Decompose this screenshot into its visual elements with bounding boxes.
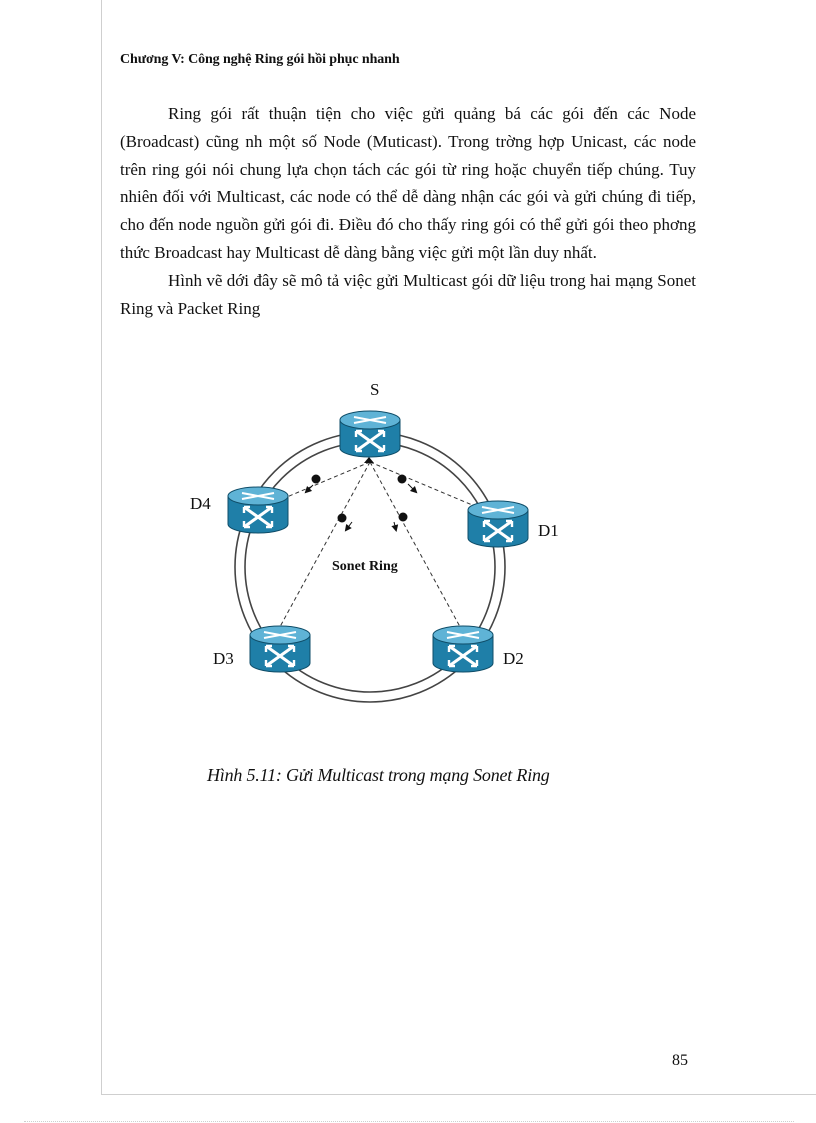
router-icon bbox=[468, 501, 528, 547]
body-text bbox=[120, 100, 696, 322]
ring-label: Sonet Ring bbox=[332, 559, 398, 574]
node-label-s: S bbox=[370, 380, 380, 399]
paragraph-1: Ring gói rất thuận tiện cho việc gửi quảng bá các gói đến các Node (Broadcast) cũng nh một số Node (Muticast). Trong trờng hợp Unicast, các node trên ring gói nói chung lựa chọn tách các gói từ ring hoặc chuyển tiếp chúng. Tuy nhiên đối với Multicast, các node có thể dễ dàng nhận các gói và gửi chúng đi tiếp, cho đến node nguồn gửi gói đi. Điều đó cho thấy ring gói có thể gửi gói theo phơng thức Broadcast hay Multicast dễ dàng bằng việc gửi một lần duy nhất. bbox=[120, 104, 696, 262]
node-label-d4: D4 bbox=[190, 494, 211, 513]
router-icon bbox=[228, 487, 288, 533]
multicast-paths bbox=[256, 462, 496, 634]
node-label-d2: D2 bbox=[503, 649, 524, 668]
paragraph-2: Hình vẽ dới đây sẽ mô tả việc gửi Multicast gói dữ liệu trong hai mạng Sonet Ring và Packet Ring bbox=[120, 270, 696, 318]
figure-caption: Hình 5.11: Gửi Multicast trong mạng Sonet Ring bbox=[207, 765, 550, 785]
router-icon bbox=[340, 411, 400, 457]
packet-markers bbox=[306, 457, 416, 530]
sonet-ring-diagram bbox=[180, 372, 600, 712]
router-icon bbox=[250, 626, 310, 672]
page-number: 85 bbox=[672, 1052, 688, 1069]
chapter-header: Chương V: Công nghệ Ring gói hồi phục nhanh bbox=[120, 52, 400, 67]
node-label-d1: D1 bbox=[538, 521, 559, 540]
node-label-d3: D3 bbox=[213, 649, 234, 668]
router-icon bbox=[433, 626, 493, 672]
sonet-ring-figure bbox=[180, 372, 600, 712]
page-bottom-border bbox=[24, 1121, 794, 1122]
